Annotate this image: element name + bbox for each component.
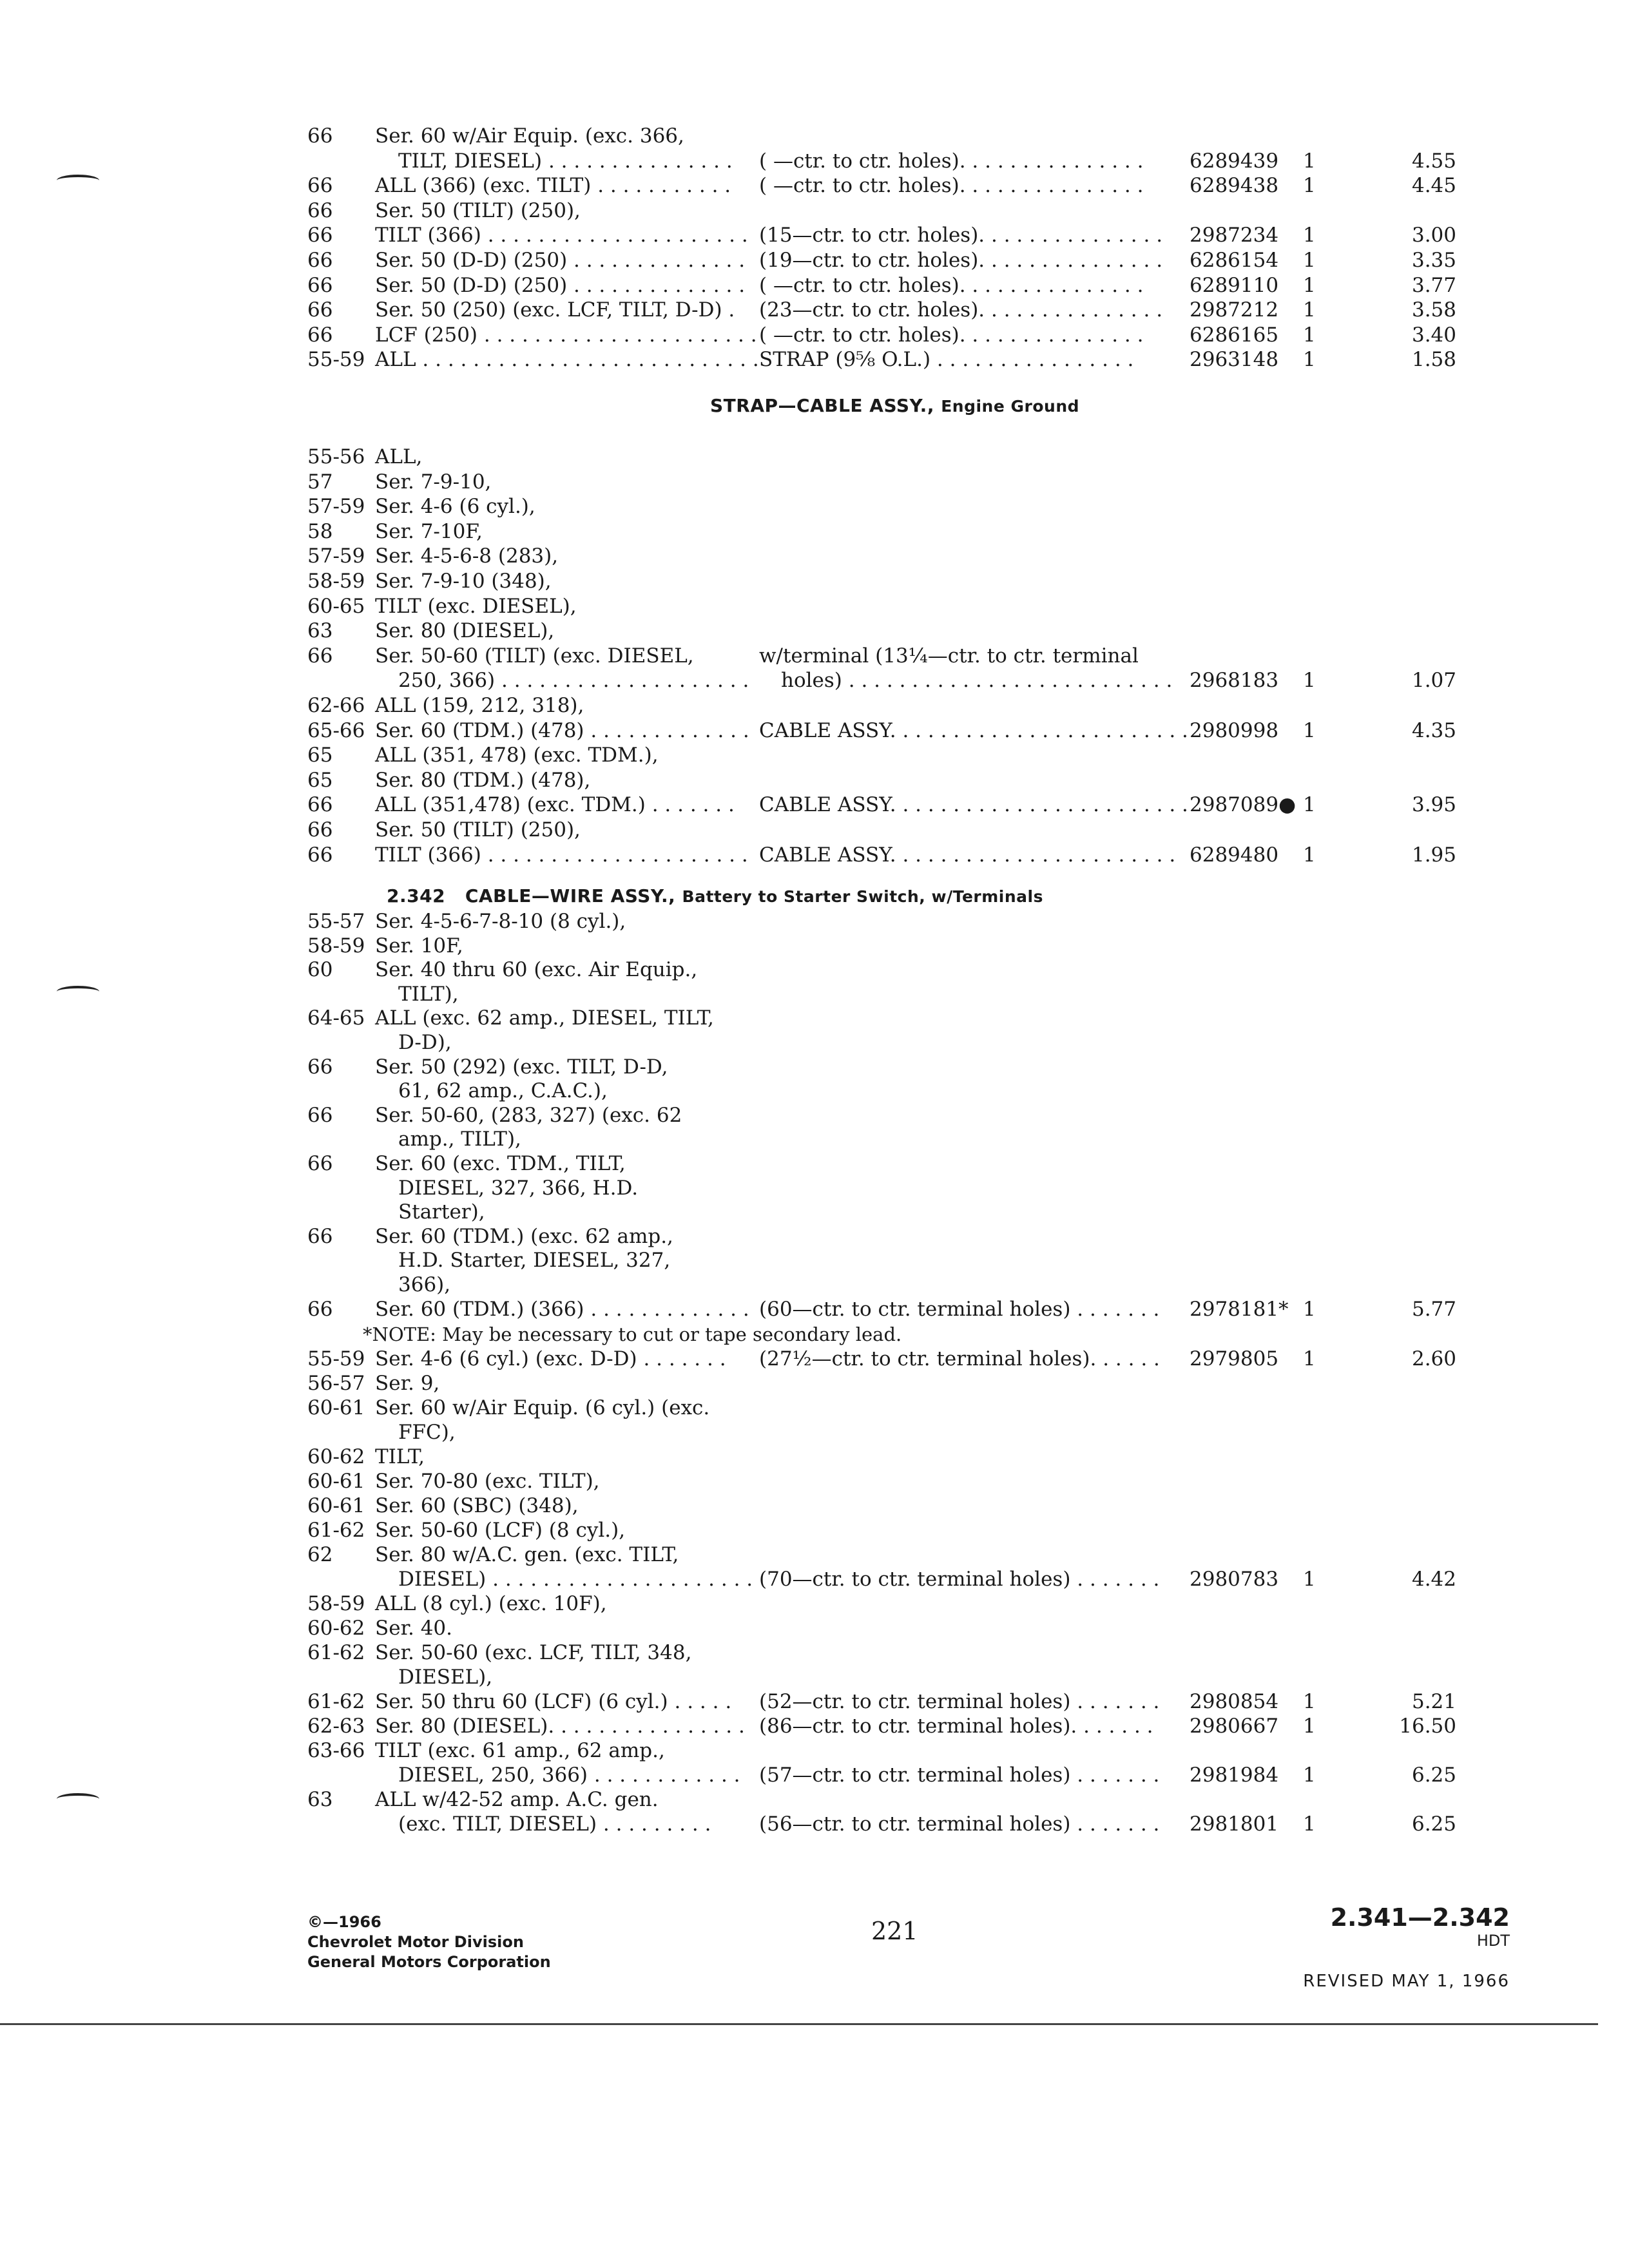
section-range: 2.341—2.342 xyxy=(1330,1903,1510,1932)
application: Ser. 4-5-6-7-8-10 (8 cyl.), xyxy=(375,910,626,933)
quantity: 1 xyxy=(1303,1715,1316,1738)
application: Ser. 60 (exc. TDM., TILT, xyxy=(375,1152,626,1175)
part-number: 2987234 xyxy=(1190,224,1279,247)
parts-row xyxy=(0,1103,1629,1128)
description: (27½—ctr. to ctr. terminal holes). . . . . . xyxy=(759,1347,1160,1370)
price: 3.58 xyxy=(1411,298,1456,322)
parts-row xyxy=(0,843,1629,867)
model-years: 61-62 xyxy=(307,1641,365,1664)
application: Ser. 40. xyxy=(375,1617,453,1640)
model-years: 58 xyxy=(307,519,333,543)
parts-row xyxy=(0,1055,1629,1079)
section-number: 2.342 xyxy=(387,885,446,907)
parts-row xyxy=(0,198,1629,223)
description: (56—ctr. to ctr. terminal holes) . . . . . . . xyxy=(759,1812,1160,1836)
description: (15—ctr. to ctr. holes). . . . . . . . . . . . . . . xyxy=(759,224,1163,247)
quantity: 1 xyxy=(1303,1690,1316,1713)
model-years: 66 xyxy=(307,174,333,198)
cable-wire-heading xyxy=(387,884,1043,909)
parts-row xyxy=(0,1200,1629,1224)
price: 3.95 xyxy=(1411,793,1456,817)
model-years: 62-63 xyxy=(307,1715,365,1738)
model-years: 61-62 xyxy=(307,1519,365,1542)
price: 1.07 xyxy=(1411,669,1456,693)
parts-row xyxy=(0,569,1629,593)
part-number: 2963148 xyxy=(1190,348,1279,372)
application: Ser. 10F, xyxy=(375,934,463,957)
parts-row xyxy=(0,470,1629,494)
quantity: 1 xyxy=(1303,273,1316,297)
application: DIESEL), xyxy=(398,1666,493,1689)
parts-row xyxy=(0,693,1629,718)
heading-title: STRAP—CABLE ASSY., xyxy=(710,395,934,416)
parts-row xyxy=(0,1591,1629,1616)
application: Ser. 50 (292) (exc. TILT, D-D, xyxy=(375,1055,668,1079)
model-years: 63 xyxy=(307,1788,333,1811)
price: 6.25 xyxy=(1411,1812,1456,1836)
corporation-name: General Motors Corporation xyxy=(307,1953,551,1971)
parts-row xyxy=(0,1689,1629,1714)
model-years: 60-61 xyxy=(307,1396,365,1419)
parts-row xyxy=(0,1469,1629,1494)
application: ALL (159, 212, 318), xyxy=(375,694,584,717)
quantity: 1 xyxy=(1303,1763,1316,1787)
application: Ser. 80 (TDM.) (478), xyxy=(375,768,591,792)
parts-row xyxy=(0,124,1629,148)
quantity: 1 xyxy=(1303,669,1316,693)
description: CABLE ASSY. . . . . . . . . . . . . . . . . . . . . . . . xyxy=(759,718,1188,742)
parts-row xyxy=(0,1640,1629,1665)
application: 250, 366) . . . . . . . . . . . . . . . . . . . . xyxy=(398,669,749,693)
parts-row xyxy=(0,1371,1629,1396)
quantity: 1 xyxy=(1303,1812,1316,1836)
application: Ser. 50-60 (exc. LCF, TILT, 348, xyxy=(375,1641,692,1664)
page-number: 221 xyxy=(871,1917,918,1945)
parts-row xyxy=(0,743,1629,767)
application: Ser. 60 w/Air Equip. (6 cyl.) (exc. xyxy=(375,1396,710,1419)
quantity: 1 xyxy=(1303,149,1316,173)
quantity: 1 xyxy=(1303,843,1316,867)
quantity: 1 xyxy=(1303,224,1316,247)
parts-row xyxy=(0,1176,1629,1200)
price: 1.58 xyxy=(1411,348,1456,372)
quantity: 1 xyxy=(1303,298,1316,322)
model-years: 58-59 xyxy=(307,934,365,957)
parts-row xyxy=(0,1030,1629,1055)
parts-row xyxy=(0,594,1629,619)
model-years: 55-56 xyxy=(307,445,365,468)
model-years: 57 xyxy=(307,470,333,494)
description: w/terminal (13¼—ctr. to ctr. terminal xyxy=(759,644,1139,668)
price: 5.21 xyxy=(1411,1690,1456,1713)
strap-cable-heading xyxy=(710,394,1079,419)
price: 3.35 xyxy=(1411,249,1456,272)
model-years: 56-57 xyxy=(307,1372,365,1395)
application: Ser. 80 (DIESEL). . . . . . . . . . . . . . . . xyxy=(375,1715,745,1738)
parts-row xyxy=(0,957,1629,982)
parts-row xyxy=(0,1151,1629,1176)
part-number: 2981801 xyxy=(1190,1812,1279,1836)
application: TILT (366) . . . . . . . . . . . . . . . . . . . . . xyxy=(375,843,748,867)
application: TILT (exc. 61 amp., 62 amp., xyxy=(375,1739,665,1762)
parts-row xyxy=(0,718,1629,743)
parts-row xyxy=(0,818,1629,842)
model-years: 66 xyxy=(307,1055,333,1079)
application: D-D), xyxy=(398,1031,452,1054)
parts-row xyxy=(0,248,1629,273)
parts-row xyxy=(0,909,1629,934)
description: ( —ctr. to ctr. holes). . . . . . . . . . . . . . . xyxy=(759,149,1144,173)
model-years: 62-66 xyxy=(307,694,365,717)
quantity: 1 xyxy=(1303,1297,1316,1321)
part-number: 2981984 xyxy=(1190,1763,1279,1787)
application: Ser. 60 (TDM.) (478) . . . . . . . . . . . . . xyxy=(375,718,749,742)
application: TILT), xyxy=(398,982,459,1006)
application: Ser. 50 thru 60 (LCF) (6 cyl.) . . . . . xyxy=(375,1690,732,1713)
parts-row xyxy=(0,1665,1629,1689)
part-number: 2980854 xyxy=(1190,1690,1279,1713)
application: ALL (exc. 62 amp., DIESEL, TILT, xyxy=(375,1006,714,1030)
application: Ser. 60 (TDM.) (exc. 62 amp., xyxy=(375,1224,673,1248)
application: Ser. 50 (TILT) (250), xyxy=(375,198,581,222)
model-years: 63-66 xyxy=(307,1739,365,1762)
description: ( —ctr. to ctr. holes). . . . . . . . . . . . . . . xyxy=(759,323,1144,347)
parts-row xyxy=(0,982,1629,1006)
parts-row xyxy=(0,668,1629,693)
parts-row xyxy=(0,1616,1629,1640)
parts-row xyxy=(0,1127,1629,1151)
model-years: 66 xyxy=(307,298,333,322)
parts-row xyxy=(0,494,1629,519)
quantity: 1 xyxy=(1303,793,1316,817)
parts-row xyxy=(0,1297,1629,1321)
model-years: 66 xyxy=(307,818,333,841)
model-years: 66 xyxy=(307,644,333,668)
quantity: 1 xyxy=(1303,1347,1316,1370)
model-years: 60-62 xyxy=(307,1617,365,1640)
model-years: 66 xyxy=(307,793,333,817)
description: CABLE ASSY. . . . . . . . . . . . . . . . . . . . . . . . xyxy=(759,793,1188,817)
model-years: 57-59 xyxy=(307,495,365,519)
model-years: 55-59 xyxy=(307,348,365,372)
description: CABLE ASSY. . . . . . . . . . . . . . . . . . . . . . . xyxy=(759,843,1176,867)
application: DIESEL, 250, 366) . . . . . . . . . . . . xyxy=(398,1763,740,1787)
application: Ser. 4-6 (6 cyl.) (exc. D-D) . . . . . . . xyxy=(375,1347,726,1370)
model-years: 66 xyxy=(307,1152,333,1175)
parts-row xyxy=(0,1567,1629,1591)
application: Ser. 50 (TILT) (250), xyxy=(375,818,581,841)
part-number: 2979805 xyxy=(1190,1347,1279,1370)
application: Ser. 7-10F, xyxy=(375,519,483,543)
application: H.D. Starter, DIESEL, 327, xyxy=(398,1249,671,1273)
description: (60—ctr. to ctr. terminal holes) . . . . . . . xyxy=(759,1297,1160,1321)
parts-row xyxy=(0,445,1629,469)
part-number: 2978181* xyxy=(1190,1297,1289,1321)
application: 366), xyxy=(398,1273,451,1296)
model-years: 66 xyxy=(307,224,333,247)
binder-hole-mark xyxy=(57,986,99,997)
footer-publisher xyxy=(307,1912,551,1972)
application: ALL, xyxy=(375,445,423,468)
model-years: 58-59 xyxy=(307,1592,365,1615)
parts-row xyxy=(0,519,1629,544)
description: (23—ctr. to ctr. holes). . . . . . . . . . . . . . . xyxy=(759,298,1163,322)
parts-row xyxy=(0,1420,1629,1445)
parts-row xyxy=(0,1494,1629,1518)
application: TILT (366) . . . . . . . . . . . . . . . . . . . . . xyxy=(375,224,748,247)
quantity: 1 xyxy=(1303,249,1316,272)
parts-row xyxy=(0,1079,1629,1103)
application: 61, 62 amp., C.A.C.), xyxy=(398,1079,608,1103)
application: Ser. 7-9-10, xyxy=(375,470,492,494)
bottom-rule xyxy=(0,2023,1598,2025)
model-years: 66 xyxy=(307,323,333,347)
application: DIESEL, 327, 366, H.D. xyxy=(398,1176,639,1200)
application: Ser. 40 thru 60 (exc. Air Equip., xyxy=(375,958,698,982)
application: Ser. 60 (SBC) (348), xyxy=(375,1494,579,1517)
part-number: 6289439 xyxy=(1190,149,1279,173)
model-years: 66 xyxy=(307,198,333,222)
model-years: 66 xyxy=(307,1224,333,1248)
part-number: 6286165 xyxy=(1190,323,1279,347)
parts-row xyxy=(0,1396,1629,1420)
application: Ser. 80 w/A.C. gen. (exc. TILT, xyxy=(375,1543,679,1566)
copyright: ©—1966 xyxy=(307,1913,381,1931)
part-number: 6289438 xyxy=(1190,174,1279,198)
description: (70—ctr. to ctr. terminal holes) . . . . . . . xyxy=(759,1568,1160,1591)
parts-row xyxy=(0,1738,1629,1763)
price: 4.42 xyxy=(1411,1568,1456,1591)
application: FFC), xyxy=(398,1421,456,1444)
model-years: 66 xyxy=(307,1297,333,1321)
application: LCF (250) . . . . . . . . . . . . . . . . . . . . . . xyxy=(375,323,757,347)
price: 4.55 xyxy=(1411,149,1456,173)
application: Ser. 60 (TDM.) (366) . . . . . . . . . . . . . xyxy=(375,1297,749,1321)
part-number: 2987212 xyxy=(1190,298,1279,322)
model-years: 65 xyxy=(307,768,333,792)
application: Ser. 70-80 (exc. TILT), xyxy=(375,1470,600,1493)
parts-row xyxy=(0,644,1629,668)
quantity: 1 xyxy=(1303,174,1316,198)
application: (exc. TILT, DIESEL) . . . . . . . . . xyxy=(398,1812,711,1836)
application: ALL (351, 478) (exc. TDM.), xyxy=(375,744,659,767)
model-years: 60-65 xyxy=(307,594,365,618)
quantity: 1 xyxy=(1303,323,1316,347)
price: 3.00 xyxy=(1411,224,1456,247)
model-years: 55-57 xyxy=(307,910,365,933)
application: ALL . . . . . . . . . . . . . . . . . . . . . . . . . . . xyxy=(375,348,759,372)
parts-row xyxy=(0,1812,1629,1836)
model-years: 60-62 xyxy=(307,1445,365,1468)
secondary-lead-note: *NOTE: May be necessary to cut or tape secondary lead. xyxy=(363,1323,902,1345)
parts-row xyxy=(0,323,1629,347)
price: 5.77 xyxy=(1411,1297,1456,1321)
application: ALL (366) (exc. TILT) . . . . . . . . . . . xyxy=(375,174,731,198)
quantity: 1 xyxy=(1303,1568,1316,1591)
application: Ser. 80 (DIESEL), xyxy=(375,619,555,643)
application: Ser. 4-5-6-8 (283), xyxy=(375,544,559,568)
binder-hole-mark xyxy=(57,175,99,186)
parts-row xyxy=(0,793,1629,817)
model-years: 65-66 xyxy=(307,718,365,742)
division-name: Chevrolet Motor Division xyxy=(307,1933,524,1951)
part-number: 2980783 xyxy=(1190,1568,1279,1591)
parts-row xyxy=(0,347,1629,372)
parts-row xyxy=(0,298,1629,322)
application: ALL (351,478) (exc. TDM.) . . . . . . . xyxy=(375,793,735,817)
parts-row xyxy=(0,1787,1629,1812)
application: TILT, DIESEL) . . . . . . . . . . . . . . . xyxy=(398,149,733,173)
description: (57—ctr. to ctr. terminal holes) . . . . . . . xyxy=(759,1763,1160,1787)
part-number: 2980998 xyxy=(1190,718,1279,742)
price: 4.35 xyxy=(1411,718,1456,742)
application: TILT, xyxy=(375,1445,425,1468)
binder-hole-mark xyxy=(57,1793,99,1805)
heading-subtitle: Battery to Starter Switch, w/Terminals xyxy=(682,887,1043,906)
price: 16.50 xyxy=(1399,1715,1456,1738)
parts-row xyxy=(0,273,1629,298)
parts-row xyxy=(0,619,1629,643)
price: 6.25 xyxy=(1411,1763,1456,1787)
model-years: 60 xyxy=(307,958,333,982)
application: Starter), xyxy=(398,1200,485,1224)
revision-date: REVISED MAY 1, 1966 xyxy=(1303,1972,1510,1991)
application: TILT (exc. DIESEL), xyxy=(375,594,577,618)
model-years: 66 xyxy=(307,843,333,867)
application: Ser. 4-6 (6 cyl.), xyxy=(375,495,535,519)
model-years: 66 xyxy=(307,1103,333,1127)
application: Ser. 50 (D-D) (250) . . . . . . . . . . . . . . xyxy=(375,273,746,297)
model-years: 58-59 xyxy=(307,570,365,593)
parts-row xyxy=(0,934,1629,958)
description: ( —ctr. to ctr. holes). . . . . . . . . . . . . . . xyxy=(759,273,1144,297)
description: (52—ctr. to ctr. terminal holes) . . . . . . . xyxy=(759,1690,1160,1713)
application: Ser. 50-60 (LCF) (8 cyl.), xyxy=(375,1519,626,1542)
application: ALL (8 cyl.) (exc. 10F), xyxy=(375,1592,607,1615)
parts-row xyxy=(0,1763,1629,1787)
model-years: 65 xyxy=(307,744,333,767)
application: Ser. 50 (D-D) (250) . . . . . . . . . . . . . . xyxy=(375,249,746,272)
model-years: 62 xyxy=(307,1543,333,1566)
application: Ser. 7-9-10 (348), xyxy=(375,570,552,593)
application: Ser. 9, xyxy=(375,1372,440,1395)
price: 4.45 xyxy=(1411,174,1456,198)
part-number: 6286154 xyxy=(1190,249,1279,272)
parts-row xyxy=(0,1224,1629,1249)
quantity: 1 xyxy=(1303,718,1316,742)
price: 1.95 xyxy=(1411,843,1456,867)
parts-row xyxy=(0,1542,1629,1567)
part-number: 6289110 xyxy=(1190,273,1279,297)
part-number: 2980667 xyxy=(1190,1715,1279,1738)
quantity: 1 xyxy=(1303,348,1316,372)
application: Ser. 50-60, (283, 327) (exc. 62 xyxy=(375,1103,682,1127)
parts-row xyxy=(0,1006,1629,1030)
description: (19—ctr. to ctr. holes). . . . . . . . . . . . . . . xyxy=(759,249,1163,272)
heading-title: CABLE—WIRE ASSY., xyxy=(465,885,676,907)
application: DIESEL) . . . . . . . . . . . . . . . . . . . . . xyxy=(398,1568,753,1591)
part-number: 6289480 xyxy=(1190,843,1279,867)
parts-row xyxy=(0,1248,1629,1273)
price: 2.60 xyxy=(1411,1347,1456,1370)
part-number: 2968183 xyxy=(1190,669,1279,693)
model-years: 66 xyxy=(307,249,333,272)
price: 3.40 xyxy=(1411,323,1456,347)
model-years: 55-59 xyxy=(307,1347,365,1370)
parts-row xyxy=(0,1445,1629,1469)
parts-row xyxy=(0,1347,1629,1371)
description: (86—ctr. to ctr. terminal holes). . . . . . . xyxy=(759,1715,1153,1738)
model-years: 61-62 xyxy=(307,1690,365,1713)
price: 3.77 xyxy=(1411,273,1456,297)
application: Ser. 50-60 (TILT) (exc. DIESEL, xyxy=(375,644,694,668)
application: amp., TILT), xyxy=(398,1128,521,1151)
model-years: 60-61 xyxy=(307,1494,365,1517)
description: holes) . . . . . . . . . . . . . . . . . . . . . . . . . . xyxy=(781,669,1173,693)
parts-row xyxy=(0,223,1629,247)
application: ALL w/42-52 amp. A.C. gen. xyxy=(375,1788,659,1811)
parts-row xyxy=(0,173,1629,198)
model-years: 57-59 xyxy=(307,544,365,568)
parts-row xyxy=(0,544,1629,568)
model-years: 63 xyxy=(307,619,333,643)
description: ( —ctr. to ctr. holes). . . . . . . . . . . . . . . xyxy=(759,174,1144,198)
parts-row xyxy=(0,1273,1629,1297)
model-years: 64-65 xyxy=(307,1006,365,1030)
model-years: 60-61 xyxy=(307,1470,365,1493)
parts-row xyxy=(0,768,1629,793)
heading-subtitle: Engine Ground xyxy=(941,397,1080,416)
model-years: 66 xyxy=(307,124,333,148)
application: Ser. 50 (250) (exc. LCF, TILT, D-D) . xyxy=(375,298,735,322)
parts-row xyxy=(0,1518,1629,1542)
application: Ser. 60 w/Air Equip. (exc. 366, xyxy=(375,124,684,148)
parts-row xyxy=(0,1714,1629,1738)
parts-row xyxy=(0,149,1629,173)
section-code: HDT xyxy=(1476,1932,1510,1950)
description: STRAP (9⅝ O.L.) . . . . . . . . . . . . . . . . xyxy=(759,348,1134,372)
part-number: 2987089● xyxy=(1190,793,1296,817)
model-years: 66 xyxy=(307,273,333,297)
